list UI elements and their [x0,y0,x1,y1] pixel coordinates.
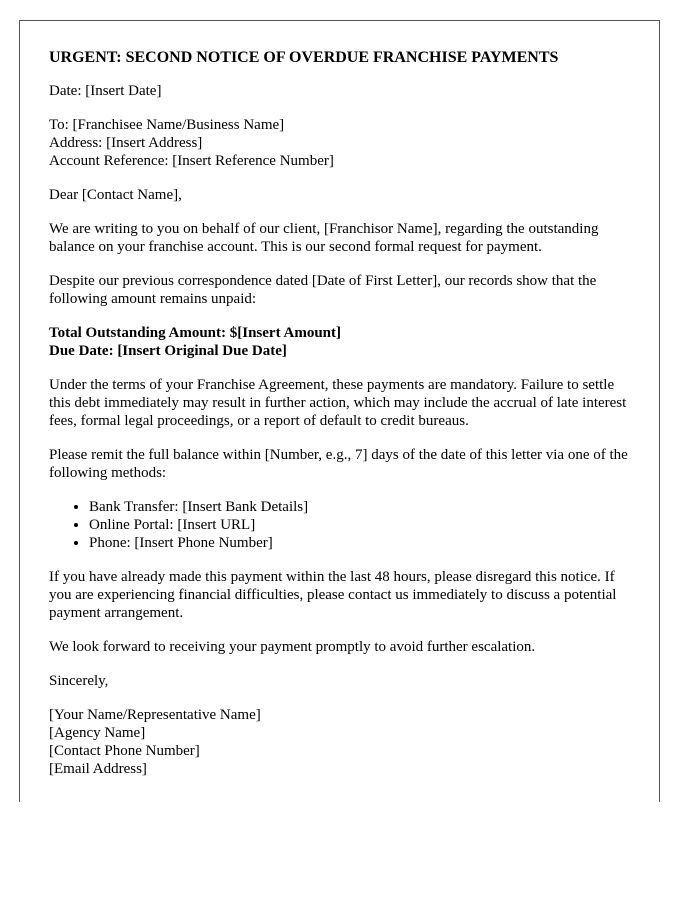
payment-methods-list [49,498,639,552]
salutation: Dear [Contact Name], [49,187,182,203]
amount-block [49,324,639,360]
paragraph-consequences: Under the terms of your Franchise Agreement, these payments are mandatory. Failure to settle this debt immediately may result in further action, which may include the accrual of late interest fees, formal legal proceedings, or a report of default to credit bureaus. [49,377,627,429]
recipient-to: To: [Franchisee Name/Business Name] [49,117,285,133]
recipient-address: Address: [Insert Address] [49,135,203,151]
payment-method-item: • Phone: [Insert Phone Number] [89,534,639,552]
payment-method-item: • Online Portal: [Insert URL] [89,516,639,534]
letter-content [49,48,639,794]
paragraph-closing-note: We look forward to receiving your payment promptly to avoid further escalation. [49,639,536,655]
signature-email: [Email Address] [49,761,147,777]
paragraph-remit: Please remit the full balance within [Number, e.g., 7] days of the date of this letter via one of the following methods: [49,447,628,481]
date-line: Date: [Insert Date] [49,83,162,99]
signature-block [49,706,639,778]
due-date: Due Date: [Insert Original Due Date] [49,343,287,359]
signature-name: [Your Name/Representative Name] [49,707,261,723]
paragraph-intro: We are writing to you on behalf of our client, [Franchisor Name], regarding the outstanding balance on your franchise account. This is our second formal request for payment. [49,221,599,255]
signature-phone: [Contact Phone Number] [49,743,200,759]
account-reference: Account Reference: [Insert Reference Number] [49,153,334,169]
total-outstanding-amount: Total Outstanding Amount: $[Insert Amount] [49,325,341,341]
payment-method-item: • Bank Transfer: [Insert Bank Details] [89,498,639,516]
letter-page [19,20,660,802]
closing: Sincerely, [49,673,109,689]
paragraph-previous-correspondence: Despite our previous correspondence dated [Date of First Letter], our records show that the following amount remains unpaid: [49,273,597,307]
signature-agency: [Agency Name] [49,725,146,741]
recipient-block [49,116,639,170]
paragraph-disregard: If you have already made this payment within the last 48 hours, please disregard this notice. If you are experiencing financial difficulties, please contact us immediately to discuss a potential payment arrangement. [49,569,617,621]
letter-title: URGENT: SECOND NOTICE OF OVERDUE FRANCHISE PAYMENTS [49,49,559,66]
